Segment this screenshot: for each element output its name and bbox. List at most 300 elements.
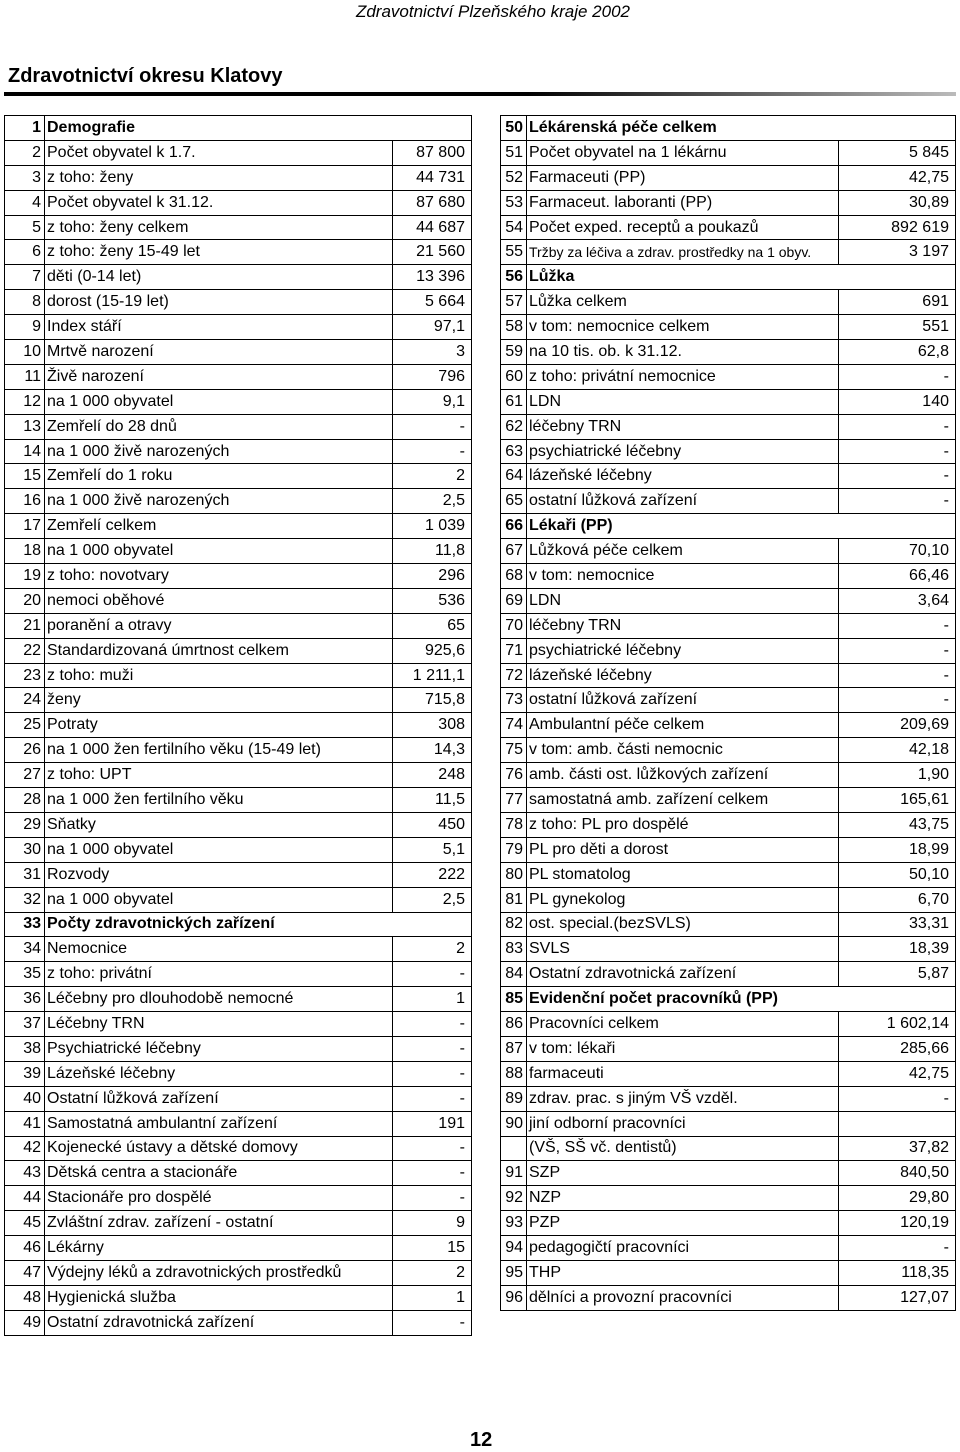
row-number: 26: [5, 738, 45, 763]
row-label: jiní odborní pracovníci: [527, 1111, 839, 1136]
row-number: 53: [501, 190, 527, 215]
row-value: -: [393, 439, 472, 464]
table-row: [501, 937, 956, 962]
row-value: 37,82: [839, 1136, 956, 1161]
row-number: 48: [5, 1285, 45, 1310]
row-label: Počet exped. receptů a poukazů: [527, 215, 839, 240]
row-number: 40: [5, 1086, 45, 1111]
row-label: THP: [527, 1260, 839, 1285]
table-row: [5, 1186, 472, 1211]
row-number: 92: [501, 1186, 527, 1211]
row-number: 32: [5, 887, 45, 912]
row-value: -: [393, 1061, 472, 1086]
table-row: [5, 1161, 472, 1186]
table-row: [5, 464, 472, 489]
row-value: 44 731: [393, 165, 472, 190]
row-label: Léčebny TRN: [45, 1012, 393, 1037]
row-label: PL stomatolog: [527, 862, 839, 887]
row-number: 38: [5, 1036, 45, 1061]
row-value: 840,50: [839, 1161, 956, 1186]
row-label: lázeňské léčebny: [527, 464, 839, 489]
row-value: 3 197: [839, 240, 956, 265]
table-row: [5, 663, 472, 688]
row-number: 82: [501, 912, 527, 937]
row-number: 81: [501, 887, 527, 912]
table-row: [5, 912, 472, 937]
table-row: [5, 837, 472, 862]
row-number: 91: [501, 1161, 527, 1186]
row-value: 2: [393, 937, 472, 962]
row-number: 21: [5, 613, 45, 638]
row-number: 88: [501, 1061, 527, 1086]
row-value: 18,99: [839, 837, 956, 862]
row-label: z toho: privátní: [45, 962, 393, 987]
row-value: 9,1: [393, 389, 472, 414]
page-title: Zdravotnictví okresu Klatovy: [8, 65, 283, 87]
row-label: Potraty: [45, 713, 393, 738]
row-label: Lůžka celkem: [527, 290, 839, 315]
row-number: 27: [5, 763, 45, 788]
table-row: [501, 290, 956, 315]
row-label: Lékárenská péče celkem: [527, 116, 956, 141]
row-number: 34: [5, 937, 45, 962]
row-number: 39: [5, 1061, 45, 1086]
table-row: [501, 564, 956, 589]
table-row: [501, 663, 956, 688]
row-value: 715,8: [393, 688, 472, 713]
row-label: poranění a otravy: [45, 613, 393, 638]
row-value: 285,66: [839, 1036, 956, 1061]
row-label: nemoci oběhové: [45, 588, 393, 613]
table-row: [501, 464, 956, 489]
table-row: [501, 1285, 956, 1310]
row-value: 2,5: [393, 887, 472, 912]
row-number: 3: [5, 165, 45, 190]
row-label: na 1 000 obyvatel: [45, 837, 393, 862]
table-row: [501, 1260, 956, 1285]
row-number: 95: [501, 1260, 527, 1285]
table-row: [501, 514, 956, 539]
row-number: 61: [501, 389, 527, 414]
table-row: [501, 987, 956, 1012]
row-label: pedagogičtí pracovníci: [527, 1236, 839, 1261]
row-value: 30,89: [839, 190, 956, 215]
row-label: z toho: privátní nemocnice: [527, 364, 839, 389]
row-value: -: [393, 1310, 472, 1335]
table-row: [5, 564, 472, 589]
row-value: 191: [393, 1111, 472, 1136]
row-value: 87 680: [393, 190, 472, 215]
row-number: 1: [5, 116, 45, 141]
row-label: z toho: ženy celkem: [45, 215, 393, 240]
table-row: [5, 788, 472, 813]
row-value: 1: [393, 1285, 472, 1310]
row-value: 450: [393, 812, 472, 837]
row-label: na 1 000 obyvatel: [45, 887, 393, 912]
row-label: psychiatrické léčebny: [527, 638, 839, 663]
row-number: 41: [5, 1111, 45, 1136]
row-label: na 1 000 živě narozených: [45, 489, 393, 514]
table-row: [5, 1285, 472, 1310]
row-label: Lázeňské léčebny: [45, 1061, 393, 1086]
table-row: [5, 713, 472, 738]
table-row: [5, 116, 472, 141]
row-label: Index stáří: [45, 315, 393, 340]
row-value: 3,64: [839, 588, 956, 613]
row-number: 51: [501, 140, 527, 165]
row-label: lázeňské léčebny: [527, 663, 839, 688]
table-row: [5, 588, 472, 613]
table-row: [5, 1086, 472, 1111]
table-row: [501, 912, 956, 937]
table-row: [501, 240, 956, 265]
table-row: [5, 812, 472, 837]
table-row: [501, 389, 956, 414]
row-value: -: [393, 414, 472, 439]
row-value: -: [393, 1136, 472, 1161]
table-row: [501, 638, 956, 663]
row-number: 80: [501, 862, 527, 887]
row-value: 222: [393, 862, 472, 887]
row-value: 14,3: [393, 738, 472, 763]
row-label: z toho: ženy 15-49 let: [45, 240, 393, 265]
row-number: 42: [5, 1136, 45, 1161]
row-number: 46: [5, 1236, 45, 1261]
row-label: Výdejny léků a zdravotnických prostředků: [45, 1260, 393, 1285]
row-label: Rozvody: [45, 862, 393, 887]
row-label: Ambulantní péče celkem: [527, 713, 839, 738]
row-number: 8: [5, 290, 45, 315]
table-row: [5, 1136, 472, 1161]
row-value: 796: [393, 364, 472, 389]
row-value: 42,75: [839, 1061, 956, 1086]
row-number: 70: [501, 613, 527, 638]
row-label: NZP: [527, 1186, 839, 1211]
row-value: 62,8: [839, 340, 956, 365]
table-row: [5, 1012, 472, 1037]
table-row: [5, 315, 472, 340]
table-row: [5, 165, 472, 190]
table-row: [5, 240, 472, 265]
row-number: 71: [501, 638, 527, 663]
row-label: PZP: [527, 1211, 839, 1236]
row-label: Mrtvě narození: [45, 340, 393, 365]
table-row: [501, 215, 956, 240]
row-value: 65: [393, 613, 472, 638]
row-number: 28: [5, 788, 45, 813]
row-number: 9: [5, 315, 45, 340]
row-value: 11,8: [393, 539, 472, 564]
row-value: [839, 1111, 956, 1136]
row-label: LDN: [527, 389, 839, 414]
table-row: [501, 1186, 956, 1211]
row-number: 72: [501, 663, 527, 688]
table-row: [501, 1086, 956, 1111]
row-label: PL gynekolog: [527, 887, 839, 912]
row-value: 15: [393, 1236, 472, 1261]
row-label: PL pro děti a dorost: [527, 837, 839, 862]
row-number: 60: [501, 364, 527, 389]
row-number: 62: [501, 414, 527, 439]
row-label: léčebny TRN: [527, 414, 839, 439]
row-number: 94: [501, 1236, 527, 1261]
row-number: 73: [501, 688, 527, 713]
row-value: 2,5: [393, 489, 472, 514]
row-number: 20: [5, 588, 45, 613]
row-label: SZP: [527, 1161, 839, 1186]
row-label: Hygienická služba: [45, 1285, 393, 1310]
row-number: 83: [501, 937, 527, 962]
row-number: 89: [501, 1086, 527, 1111]
row-number: 86: [501, 1012, 527, 1037]
row-value: 120,19: [839, 1211, 956, 1236]
table-row: [5, 190, 472, 215]
row-number: 52: [501, 165, 527, 190]
row-label: Lůžková péče celkem: [527, 539, 839, 564]
row-label: z toho: novotvary: [45, 564, 393, 589]
row-label: z toho: ženy: [45, 165, 393, 190]
row-value: 43,75: [839, 812, 956, 837]
row-label: Počet obyvatel k 31.12.: [45, 190, 393, 215]
row-value: 1: [393, 987, 472, 1012]
row-number: 17: [5, 514, 45, 539]
table-row: [501, 265, 956, 290]
row-value: 892 619: [839, 215, 956, 240]
row-number: 10: [5, 340, 45, 365]
table-row: [5, 887, 472, 912]
row-value: -: [839, 1086, 956, 1111]
table-row: [5, 937, 472, 962]
row-number: 85: [501, 987, 527, 1012]
row-value: 1,90: [839, 763, 956, 788]
table-row: [5, 489, 472, 514]
row-label: Evidenční počet pracovníků (PP): [527, 987, 956, 1012]
table-row: [5, 962, 472, 987]
table-row: [5, 539, 472, 564]
table-row: [5, 987, 472, 1012]
row-value: 29,80: [839, 1186, 956, 1211]
row-number: 79: [501, 837, 527, 862]
row-value: -: [839, 414, 956, 439]
row-number: 87: [501, 1036, 527, 1061]
table-row: [501, 340, 956, 365]
row-label: (VŠ, SŠ vč. dentistů): [527, 1136, 839, 1161]
table-row: [501, 1012, 956, 1037]
table-row: [5, 1061, 472, 1086]
table-row: [5, 414, 472, 439]
row-label: na 1 000 obyvatel: [45, 389, 393, 414]
table-row: [501, 364, 956, 389]
page-header: Zdravotnictví Plzeňského kraje 2002: [355, 2, 630, 21]
row-label: Lékaři (PP): [527, 514, 956, 539]
row-value: 925,6: [393, 638, 472, 663]
row-number: 90: [501, 1111, 527, 1136]
row-number: 77: [501, 788, 527, 813]
table-row: [5, 1236, 472, 1261]
row-number: 47: [5, 1260, 45, 1285]
row-value: -: [839, 439, 956, 464]
row-number: 54: [501, 215, 527, 240]
page-number: 12: [470, 1429, 493, 1451]
row-number: 68: [501, 564, 527, 589]
row-label: v tom: nemocnice celkem: [527, 315, 839, 340]
row-number: 63: [501, 439, 527, 464]
table-row: [5, 638, 472, 663]
table-row: [501, 439, 956, 464]
row-value: -: [839, 1236, 956, 1261]
row-value: -: [839, 364, 956, 389]
table-row: [501, 140, 956, 165]
row-value: -: [839, 464, 956, 489]
row-number: 69: [501, 588, 527, 613]
row-label: farmaceuti: [527, 1061, 839, 1086]
row-label: Zvláštní zdrav. zařízení - ostatní: [45, 1211, 393, 1236]
row-number: 66: [501, 514, 527, 539]
title-rule: [4, 92, 956, 96]
row-value: 165,61: [839, 788, 956, 813]
row-label: děti (0-14 let): [45, 265, 393, 290]
row-value: 1 211,1: [393, 663, 472, 688]
row-label: Dětská centra a stacionáře: [45, 1161, 393, 1186]
row-value: 140: [839, 389, 956, 414]
row-label: Demografie: [45, 116, 472, 141]
table-row: [501, 190, 956, 215]
row-number: 14: [5, 439, 45, 464]
row-label: Ostatní zdravotnická zařízení: [527, 962, 839, 987]
table-row: [501, 688, 956, 713]
table-row: [5, 140, 472, 165]
row-value: 66,46: [839, 564, 956, 589]
row-label: v tom: amb. části nemocnic: [527, 738, 839, 763]
row-number: 59: [501, 340, 527, 365]
row-value: 296: [393, 564, 472, 589]
row-label: Lůžka: [527, 265, 956, 290]
row-value: 209,69: [839, 713, 956, 738]
row-label: v tom: lékaři: [527, 1036, 839, 1061]
row-value: -: [393, 1186, 472, 1211]
row-number: 29: [5, 812, 45, 837]
row-value: 536: [393, 588, 472, 613]
row-label: dělníci a provozní pracovníci: [527, 1285, 839, 1310]
row-value: 5 664: [393, 290, 472, 315]
table-row: [501, 315, 956, 340]
table-row: [5, 688, 472, 713]
row-number: 18: [5, 539, 45, 564]
row-value: -: [393, 1012, 472, 1037]
row-label: Ostatní zdravotnická zařízení: [45, 1310, 393, 1335]
table-row: [5, 389, 472, 414]
table-row: [501, 788, 956, 813]
table-row: [501, 588, 956, 613]
table-row: [5, 1310, 472, 1335]
table-row: [501, 738, 956, 763]
table-row: [501, 1161, 956, 1186]
row-value: 42,75: [839, 165, 956, 190]
row-value: 11,5: [393, 788, 472, 813]
table-row: [501, 812, 956, 837]
table-row: [501, 887, 956, 912]
row-label: na 1 000 žen fertilního věku: [45, 788, 393, 813]
table-row: [501, 1136, 956, 1161]
row-value: 33,31: [839, 912, 956, 937]
table-row: [501, 837, 956, 862]
row-value: -: [839, 489, 956, 514]
row-label: SVLS: [527, 937, 839, 962]
row-value: 18,39: [839, 937, 956, 962]
row-value: 1 039: [393, 514, 472, 539]
row-number: 76: [501, 763, 527, 788]
row-label: Léčebny pro dlouhodobě nemocné: [45, 987, 393, 1012]
table-row: [501, 116, 956, 141]
table-row: [501, 1211, 956, 1236]
row-number: 16: [5, 489, 45, 514]
table-row: [5, 1111, 472, 1136]
row-label: Samostatná ambulantní zařízení: [45, 1111, 393, 1136]
row-number: 35: [5, 962, 45, 987]
table-row: [501, 539, 956, 564]
row-value: 127,07: [839, 1285, 956, 1310]
table-row: [5, 265, 472, 290]
row-label: na 1 000 obyvatel: [45, 539, 393, 564]
row-number: 24: [5, 688, 45, 713]
row-label: psychiatrické léčebny: [527, 439, 839, 464]
row-label: dorost (15-19 let): [45, 290, 393, 315]
row-label: Ostatní lůžková zařízení: [45, 1086, 393, 1111]
row-number: 22: [5, 638, 45, 663]
row-value: -: [393, 1036, 472, 1061]
row-value: 9: [393, 1211, 472, 1236]
table-row: [501, 1061, 956, 1086]
table-row: [501, 862, 956, 887]
table-row: [5, 439, 472, 464]
row-value: 6,70: [839, 887, 956, 912]
row-value: 87 800: [393, 140, 472, 165]
row-number: 36: [5, 987, 45, 1012]
row-value: -: [393, 962, 472, 987]
row-number: 50: [501, 116, 527, 141]
row-number: 6: [5, 240, 45, 265]
table-row: [501, 613, 956, 638]
row-number: 15: [5, 464, 45, 489]
row-number: 12: [5, 389, 45, 414]
right-table: [500, 115, 956, 1311]
row-number: 44: [5, 1186, 45, 1211]
row-number: 84: [501, 962, 527, 987]
table-row: [5, 290, 472, 315]
row-number: 25: [5, 713, 45, 738]
row-label: Stacionáře pro dospělé: [45, 1186, 393, 1211]
row-value: -: [839, 688, 956, 713]
row-number: 74: [501, 713, 527, 738]
row-label: na 1 000 žen fertilního věku (15-49 let): [45, 738, 393, 763]
row-number: 37: [5, 1012, 45, 1037]
table-row: [5, 364, 472, 389]
row-number: 93: [501, 1211, 527, 1236]
table-row: [501, 414, 956, 439]
table-row: [5, 1211, 472, 1236]
row-value: 691: [839, 290, 956, 315]
row-value: -: [839, 613, 956, 638]
row-label: Farmaceuti (PP): [527, 165, 839, 190]
row-label: Sňatky: [45, 812, 393, 837]
row-number: 19: [5, 564, 45, 589]
row-label: Farmaceut. laboranti (PP): [527, 190, 839, 215]
row-value: -: [839, 638, 956, 663]
row-label: Počty zdravotnických zařízení: [45, 912, 472, 937]
row-number: 33: [5, 912, 45, 937]
row-label: LDN: [527, 588, 839, 613]
table-row: [5, 514, 472, 539]
